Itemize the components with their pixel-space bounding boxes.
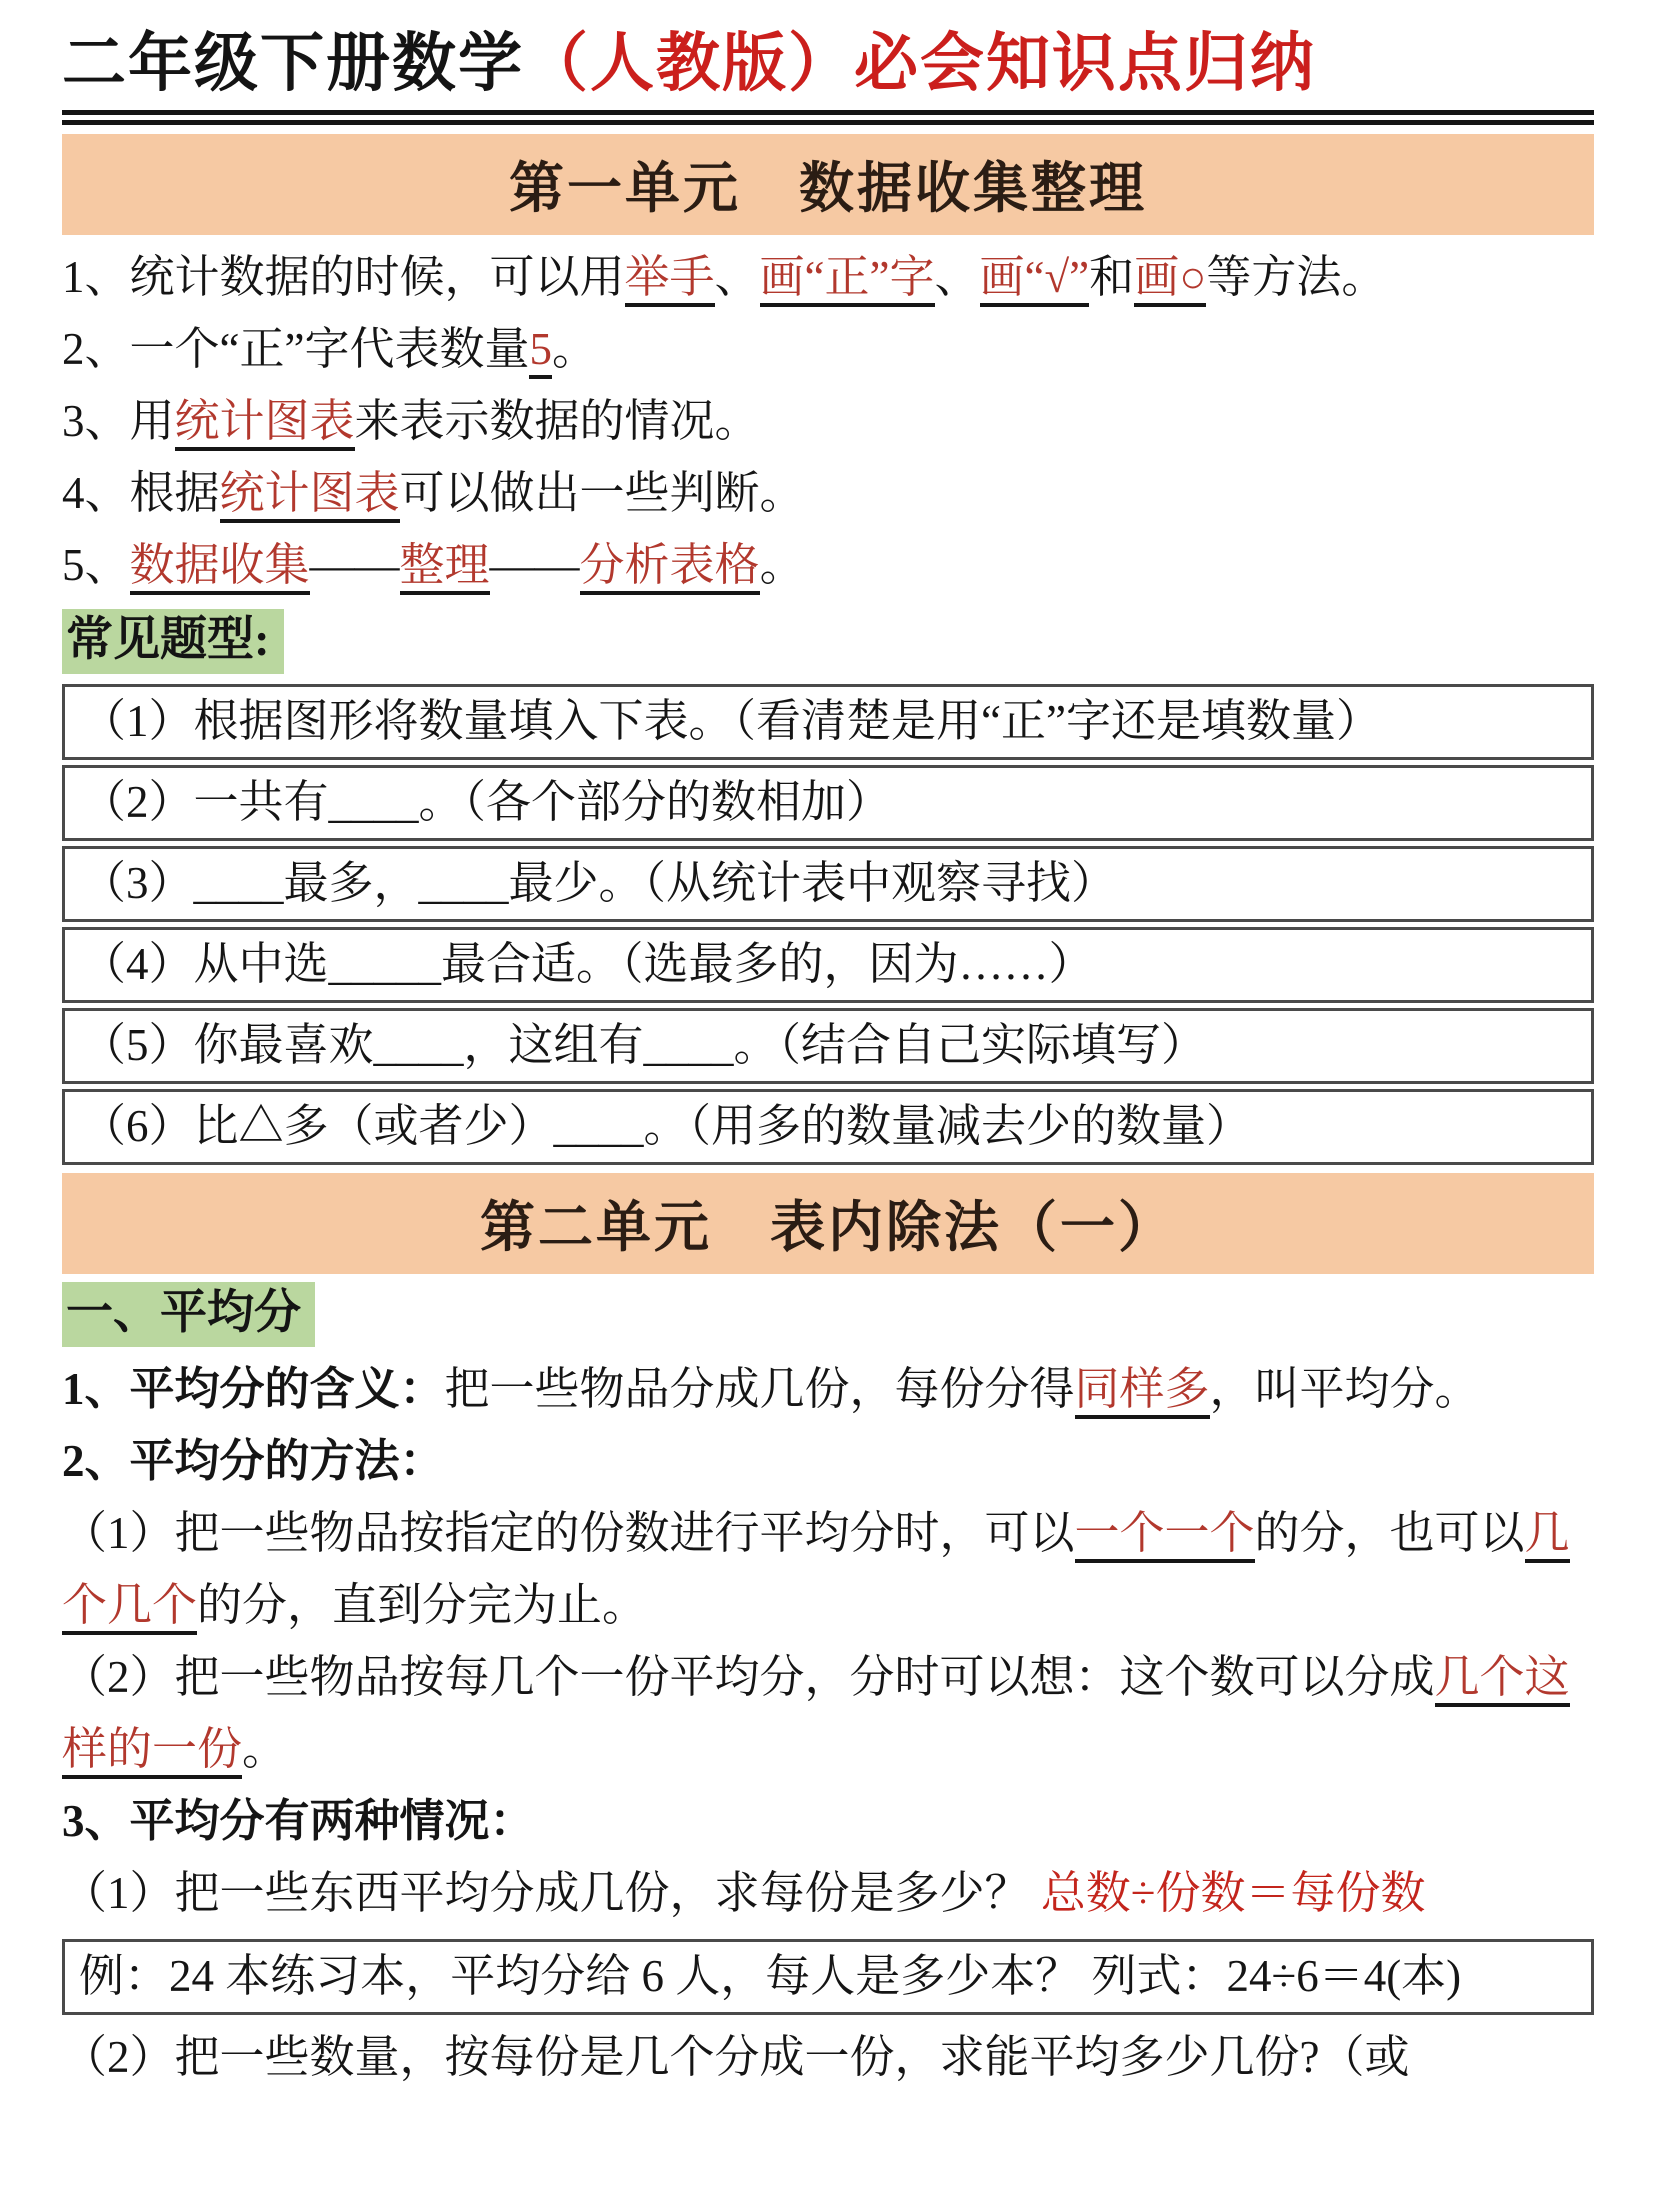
text-segment: 把一些物品分成几份，每份分得 [444,1363,1075,1414]
text-segment: —— [489,540,580,590]
text-segment: 画○ [1134,252,1206,307]
table-row: （2）一共有____。（各个部分的数相加） [62,765,1594,841]
text-line [62,457,1594,529]
text-segment: 2、平均分的方法： [62,1435,445,1486]
text-segment: 1、统计数据的时候，可以用 [62,252,625,302]
table-row: （4）从中选_____最合适。（选最多的，因为……） [62,927,1594,1003]
text-segment: 5 [529,324,552,379]
text-segment: 几个几个 [62,1508,1570,1635]
text-segment: 整理 [400,540,490,595]
text-segment: 3、平均分有两种情况： [62,1795,535,1846]
text-segment: 等方法。 [1206,252,1387,302]
text-segment: 1、平均分的含义： [62,1363,445,1414]
text-segment: 总数÷份数＝每份数 [1040,1867,1426,1918]
text-segment: 、 [714,252,760,302]
text-segment: 统计图表 [175,396,355,451]
text-line [62,1641,1594,1785]
page-title-black: 二年级下册数学 [62,28,524,99]
text-line [62,529,1594,601]
text-segment: 2、一个“正”字代表数量 [62,324,530,374]
text-segment: （1）把一些物品按指定的份数进行平均分时，可以 [62,1507,1075,1558]
text-segment: 数据收集 [130,540,310,595]
average-split-label: 一、平均分 [62,1282,315,1347]
text-segment: 的分，也可以 [1254,1507,1525,1558]
text-segment: 。 [759,540,805,590]
text-segment: 。 [551,324,597,374]
text-segment: 。 [242,1723,288,1774]
table-row: （6）比△多（或者少）____。（用多的数量减去少的数量） [62,1089,1594,1165]
text-segment: 画“正”字 [760,252,935,307]
section1-header: 第一单元 数据收集整理 [62,134,1594,235]
text-segment: 3、用 [62,396,175,446]
text-segment: 画“√” [980,252,1090,307]
text-segment: 的分，直到分完为止。 [197,1579,648,1630]
text-line [62,241,1594,313]
text-segment: 和 [1089,252,1135,302]
text-line [62,385,1594,457]
text-line [62,1857,1594,1929]
table-row: （3）____最多，____最少。（从统计表中观察寻找） [62,846,1594,922]
text-segment: 4、根据 [62,468,220,518]
text-segment: 举手 [625,252,715,307]
example-box: 例：24 本练习本，平均分给 6 人，每人是多少本？ 列式：24÷6＝4(本) [62,1939,1594,2015]
text-segment: 几个这样的一份 [62,1652,1570,1779]
section2-header: 第二单元 表内除法（一） [62,1173,1594,1274]
text-segment: 来表示数据的情况。 [354,396,760,446]
table-row: （5）你最喜欢____，这组有____。（结合自己实际填写） [62,1008,1594,1084]
page-title [62,24,1594,104]
text-line [62,1425,1594,1497]
text-segment: 可以做出一些判断。 [399,468,805,518]
text-segment: （2）把一些数量，按每份是几个分成一份，求能平均多少几份?（或 [62,2031,1410,2082]
text-segment: 、 [934,252,980,302]
text-line [62,1353,1594,1425]
text-segment: （2）把一些物品按每几个一份平均分，分时可以想：这个数可以分成 [62,1651,1435,1702]
text-segment: —— [309,540,400,590]
text-line [62,1497,1594,1641]
text-segment: 分析表格 [580,540,760,595]
section2-lines [62,1353,1594,1929]
text-line [62,313,1594,385]
section2-tail [62,2021,1594,2093]
title-double-rule [62,110,1594,126]
section1-items [62,241,1594,601]
text-line [62,2021,1594,2093]
text-segment: （1）把一些东西平均分成几份，求每份是多少？ [62,1867,1041,1918]
text-segment: 同样多 [1075,1364,1210,1419]
text-segment: ，叫平均分。 [1209,1363,1480,1414]
table-row: （1）根据图形将数量填入下表。（看清楚是用“正”字还是填数量） [62,684,1594,760]
page-title-red: （人教版）必会知识点归纳 [524,28,1316,99]
text-segment: 一个一个 [1075,1508,1255,1563]
text-segment: 5、 [62,540,130,590]
text-segment: 统计图表 [220,468,400,523]
common-question-table [62,684,1594,1165]
text-line [62,1785,1594,1857]
common-question-label: 常见题型: [62,609,284,674]
